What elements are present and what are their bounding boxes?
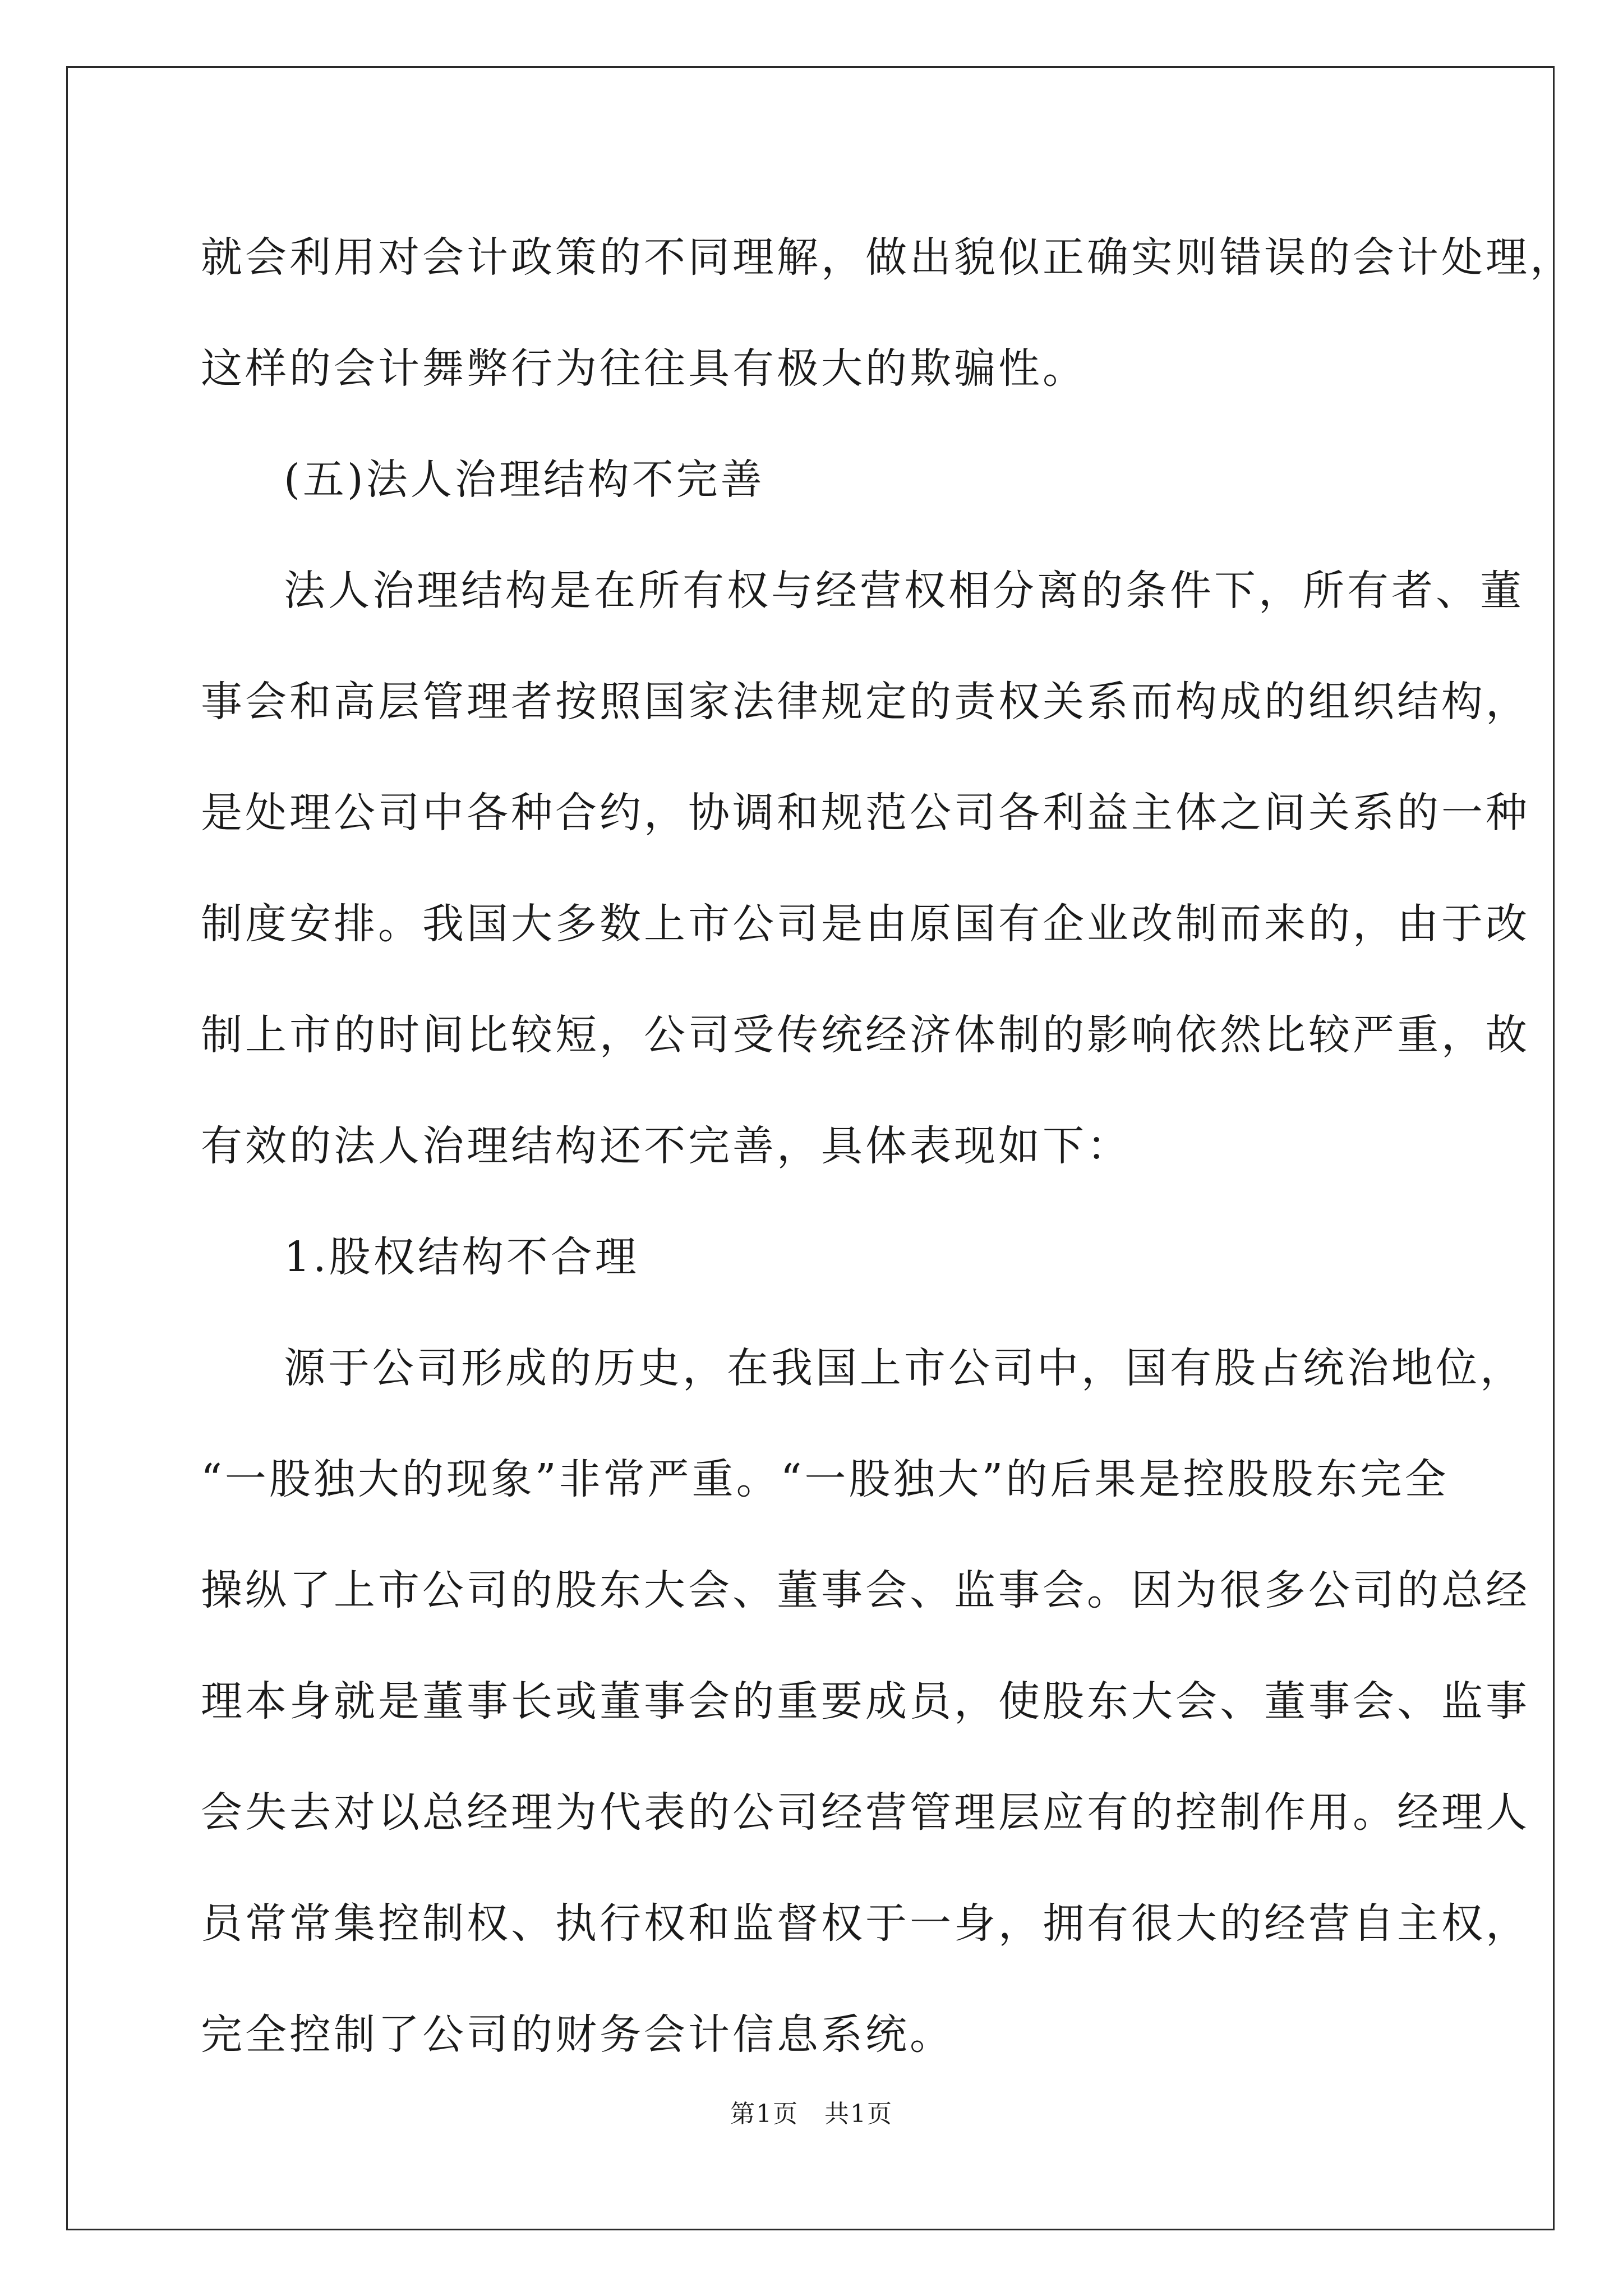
text-line: 理本身就是董事长或董事会的重要成员，使股东大会、董事会、监事 [201,1677,1530,1726]
section-heading: (五)法人治理结构不完善 [284,455,765,504]
text-line: 有效的法人治理结构还不完善，具体表现如下： [201,1122,1131,1170]
text-line: 是处理公司中各种合约，协调和规范公司各利益主体之间关系的一种 [201,789,1530,837]
text-line: 会失去对以总经理为代表的公司经营管理层应有的控制作用。经理人 [201,1788,1530,1837]
text-line: 事会和高层管理者按照国家法律规定的责权关系而构成的组织结构， [201,678,1530,726]
text-line: 就会利用对会计政策的不同理解，做出貌似正确实则错误的会计处理， [201,233,1574,282]
text-line: 这样的会计舞弊行为往往具有极大的欺骗性。 [201,344,1087,393]
text-line: 完全控制了公司的财务会计信息系统。 [201,2010,954,2059]
text-line: 制度安排。我国大多数上市公司是由原国有企业改制而来的，由于改 [201,900,1530,948]
text-line: 制上市的时间比较短，公司受传统经济体制的影响依然比较严重，故 [201,1011,1530,1059]
text-line: 操纵了上市公司的股东大会、董事会、监事会。因为很多公司的总经 [201,1566,1530,1614]
text-line: 员常常集控制权、执行权和监督权于一身，拥有很大的经营自主权， [201,1899,1530,1948]
text-line: “一股独大的现象”非常严重。“一股独大”的后果是控股股东完全 [201,1455,1449,1503]
subsection-heading: 1.股权结构不合理 [284,1233,639,1281]
text-line: 源于公司形成的历史，在我国上市公司中，国有股占统治地位， [284,1344,1524,1392]
document-body [201,202,1574,2090]
text-line: 法人治理结构是在所有权与经营权相分离的条件下，所有者、董 [284,567,1524,615]
page-number-footer: 第1页 共1页 [730,2100,893,2128]
